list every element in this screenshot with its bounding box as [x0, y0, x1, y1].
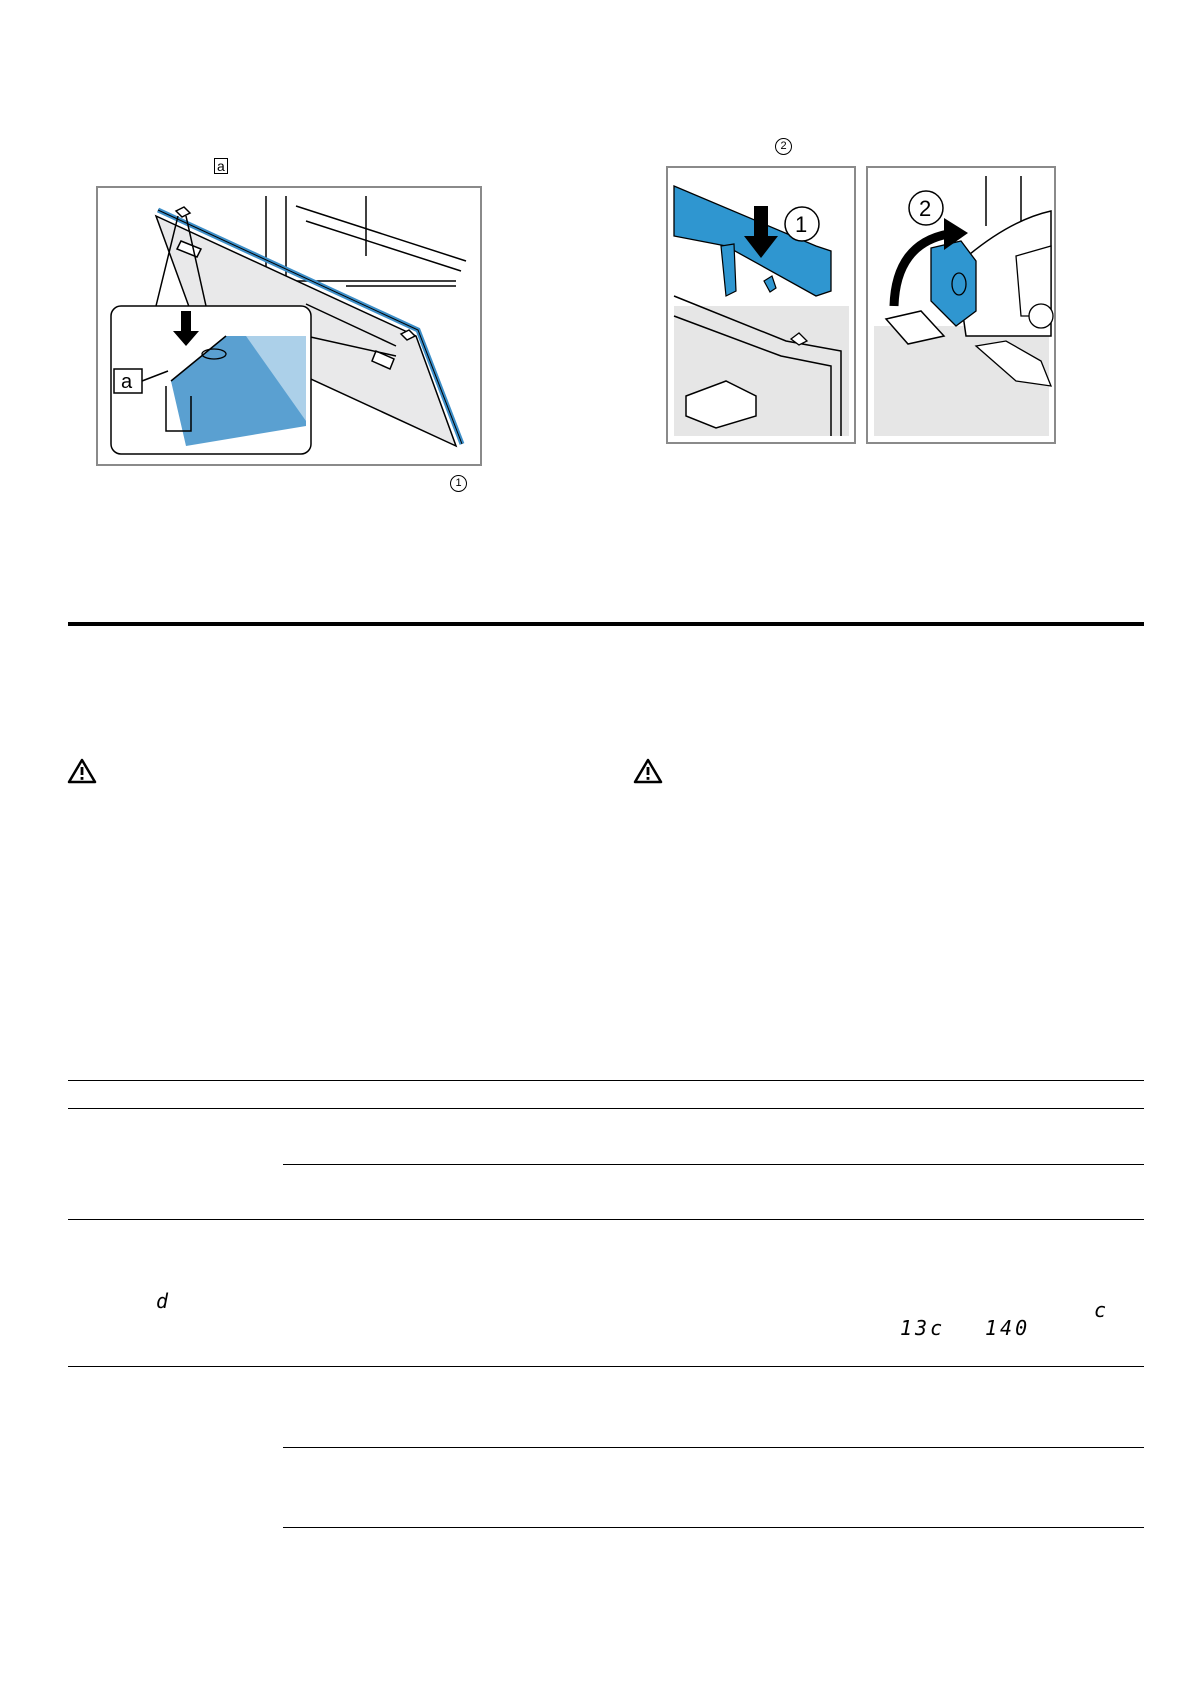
display-code-13c: 13c	[900, 1316, 946, 1340]
table-rule-bottom	[283, 1527, 1144, 1528]
warning-triangle-icon	[633, 758, 663, 784]
panel2-number: 2	[919, 196, 932, 221]
panel1-number: 1	[795, 212, 808, 237]
table-rule-top	[68, 1080, 1144, 1081]
table-rule-row-2	[68, 1366, 1144, 1367]
table-rule-sub-1	[283, 1164, 1144, 1165]
door-glass-illustration	[96, 186, 482, 466]
table-rule-row-1	[68, 1219, 1144, 1220]
warning-triangle-icon	[67, 758, 97, 784]
table-rule-sub-2	[283, 1447, 1144, 1448]
display-code-c: c	[1094, 1298, 1110, 1322]
figure-ref-letter: a	[214, 158, 228, 174]
display-code-d: d	[156, 1289, 172, 1313]
callout-letter: a	[121, 371, 133, 393]
clip-insert-illustration	[666, 166, 856, 444]
step-marker-2: 2	[775, 138, 792, 155]
display-code-140: 140	[985, 1316, 1031, 1340]
clip-lock-illustration	[866, 166, 1056, 444]
table-rule-header	[68, 1108, 1144, 1109]
section-divider	[68, 622, 1144, 626]
step-marker-1: 1	[450, 475, 467, 492]
